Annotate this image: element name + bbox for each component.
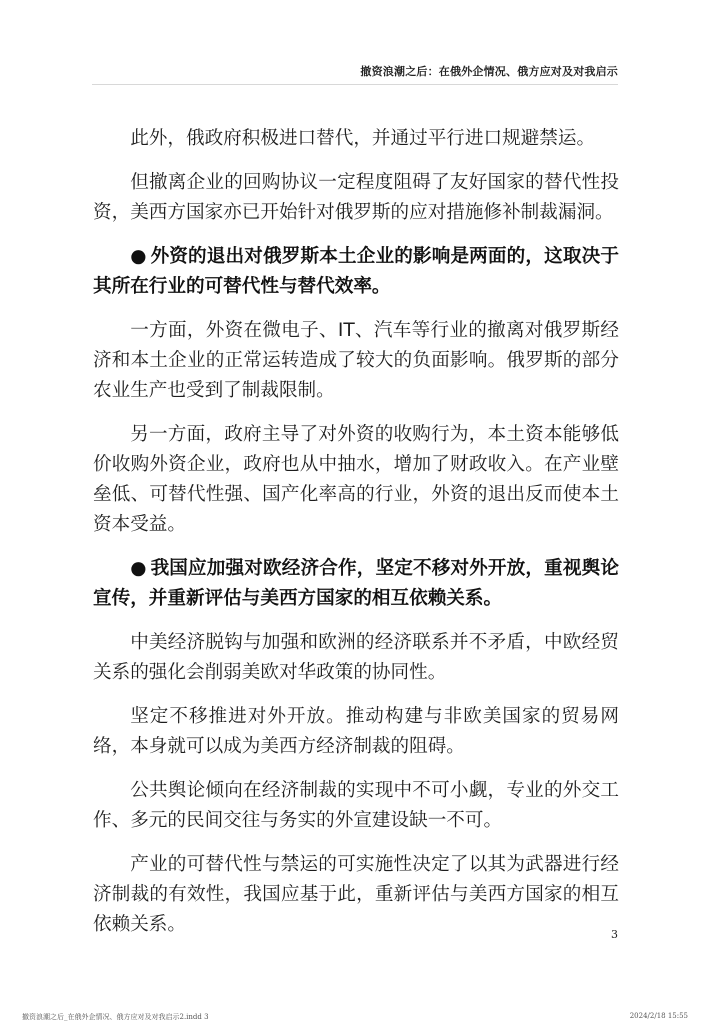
body-text — [93, 124, 619, 954]
bullet-heading-text: 我国应加强对欧经济合作，坚定不移对外开放，重视舆论宣传，并重新评估与美西方国家的相互依赖关系。 — [93, 558, 619, 609]
bullet-dot: ● — [130, 246, 147, 267]
header-divider — [92, 84, 618, 85]
paragraph: 公共舆论倾向在经济制裁的实现中不可小觑，专业的外交工作、多元的民间交往与务实的外宣建设缺一不可。 — [93, 780, 619, 831]
bullet-heading-text: 外资的退出对俄罗斯本土企业的影响是两面的，这取决于其所在行业的可替代性与替代效率。 — [93, 246, 619, 297]
paragraph: 中美经济脱钩与加强和欧洲的经济联系并不矛盾，中欧经贸关系的强化会削弱美欧对华政策的协同性。 — [93, 632, 619, 683]
paragraph: 但撤离企业的回购协议一定程度阻碍了友好国家的替代性投资，美西方国家亦已开始针对俄罗斯的应对措施修补制裁漏洞。 — [93, 172, 619, 223]
print-slug-filename: 撤资浪潮之后_在俄外企情况、俄方应对及对我启示2.indd 3 — [22, 1013, 209, 1021]
bullet-heading — [93, 242, 619, 302]
print-slug-timestamp: 2024/2/18 15:55 — [629, 1012, 688, 1020]
paragraph: 一方面，外资在微电子、IT、汽车等行业的撤离对俄罗斯经济和本土企业的正常运转造成了较大的负面影响。俄罗斯的部分农业生产也受到了制裁限制。 — [93, 320, 619, 401]
bullet-dot: ● — [130, 558, 147, 579]
page-number: 3 — [611, 928, 618, 941]
bullet-heading — [93, 554, 619, 614]
running-header-title: 撤资浪潮之后：在俄外企情况、俄方应对及对我启示 — [360, 65, 618, 78]
paragraph: 另一方面，政府主导了对外资的收购行为，本土资本能够低价收购外资企业，政府也从中抽水，增加了财政收入。在产业壁垒低、可替代性强、国产化率高的行业，外资的退出反而使本土资本受益。 — [93, 424, 619, 535]
paragraph: 产业的可替代性与禁运的可实施性决定了以其为武器进行经济制裁的有效性，我国应基于此，重新评估与美西方国家的相互依赖关系。 — [93, 854, 619, 935]
paragraph: 坚定不移推进对外开放。推动构建与非欧美国家的贸易网络，本身就可以成为美西方经济制裁的阻碍。 — [93, 706, 619, 757]
paragraph: 此外，俄政府积极进口替代，并通过平行进口规避禁运。 — [130, 128, 596, 149]
